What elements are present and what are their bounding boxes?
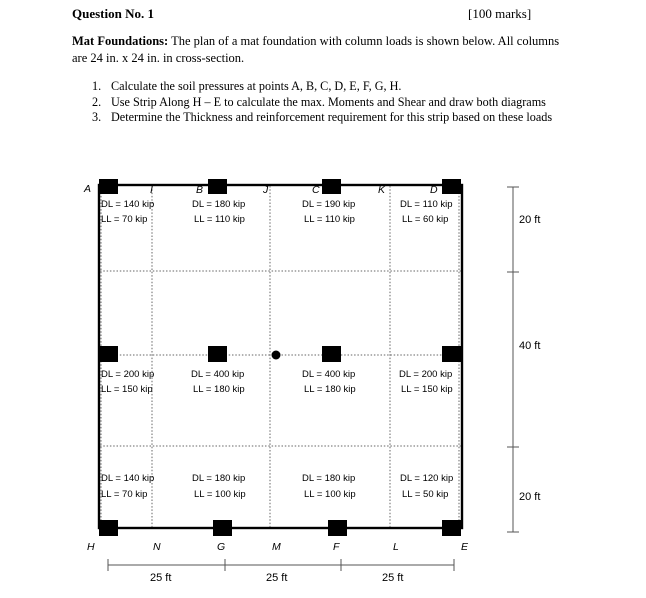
point-label-f: F — [333, 541, 340, 553]
point-label-n: N — [153, 541, 161, 553]
load-label: LL = 150 kip — [401, 384, 453, 395]
load-label: LL = 70 kip — [101, 214, 148, 225]
column — [328, 520, 347, 536]
task-text: Determine the Thickness and reinforcement requirement for this strip based on these loads — [111, 110, 553, 124]
point-label-m: M — [272, 541, 281, 553]
dimension-label: 25 ft — [382, 572, 404, 584]
load-label: DL = 110 kip — [400, 199, 453, 210]
load-label: DL = 200 kip — [101, 369, 155, 380]
point-label-h: H — [87, 541, 95, 553]
horizontal-dimension — [108, 559, 454, 584]
load-label: DL = 190 kip — [302, 199, 356, 210]
vertical-dimension — [507, 187, 540, 532]
intro-text: The plan of a mat foundation with column loads is shown below. All columns are 24 in. x 24 in. in cross-section. — [72, 34, 560, 65]
point-label-k: K — [378, 184, 386, 196]
task-number: 1. — [92, 79, 102, 93]
dimension-label: 25 ft — [150, 572, 172, 584]
load-label: DL = 140 kip — [101, 473, 155, 484]
load-label: LL = 180 kip — [304, 384, 356, 395]
point-label-d: D — [430, 184, 438, 196]
point-label-g: G — [217, 541, 226, 553]
load-label: LL = 100 kip — [304, 489, 356, 500]
marks: [100 marks] — [468, 6, 532, 21]
load-label: LL = 110 kip — [304, 214, 355, 225]
load-label: LL = 70 kip — [101, 489, 148, 500]
load-label: DL = 400 kip — [191, 369, 245, 380]
load-label: DL = 140 kip — [101, 199, 155, 210]
column — [208, 179, 227, 194]
column — [208, 346, 227, 362]
point-label-e: E — [461, 541, 469, 553]
load-label: DL = 400 kip — [302, 369, 356, 380]
point-label-j: J — [263, 184, 269, 196]
task-text: Use Strip Along H – E to calculate the max. Moments and Shear and draw both diagrams — [111, 94, 546, 109]
dimension-label: 20 ft — [519, 491, 541, 503]
dimension-label: 20 ft — [519, 214, 541, 226]
point-label-a: A — [84, 183, 92, 195]
column — [322, 179, 341, 194]
task-number: 2. — [92, 94, 102, 109]
task-text: Calculate the soil pressures at points A, B, C, D, E, F, G, H. — [111, 79, 402, 93]
column — [213, 520, 232, 536]
dimension-label: 40 ft — [519, 340, 541, 352]
load-label: DL = 180 kip — [192, 199, 246, 210]
load-label: LL = 180 kip — [193, 384, 245, 395]
dimension-label: 25 ft — [266, 572, 288, 584]
task-number: 3. — [92, 110, 102, 124]
point-label-i: I — [150, 184, 153, 196]
load-label: LL = 100 kip — [194, 489, 246, 500]
column — [99, 179, 118, 194]
load-label: LL = 150 kip — [101, 384, 153, 395]
intro-title: Mat Foundations: — [72, 34, 169, 48]
question-number: Question No. 1 — [72, 6, 154, 21]
column — [442, 520, 461, 536]
load-label: DL = 180 kip — [302, 473, 356, 484]
load-label: LL = 60 kip — [402, 214, 449, 225]
load-label: DL = 180 kip — [192, 473, 246, 484]
load-label: LL = 50 kip — [402, 489, 449, 500]
load-label: LL = 110 kip — [194, 214, 245, 225]
point-label-l: L — [393, 541, 399, 553]
column — [442, 179, 461, 194]
column — [442, 346, 461, 362]
column — [322, 346, 341, 362]
column — [99, 520, 118, 536]
load-label: DL = 120 kip — [400, 473, 454, 484]
column — [99, 346, 118, 362]
point-label-b: B — [196, 184, 204, 196]
load-label: DL = 200 kip — [399, 369, 453, 380]
center-point — [272, 351, 281, 360]
point-label-c: C — [312, 184, 320, 196]
